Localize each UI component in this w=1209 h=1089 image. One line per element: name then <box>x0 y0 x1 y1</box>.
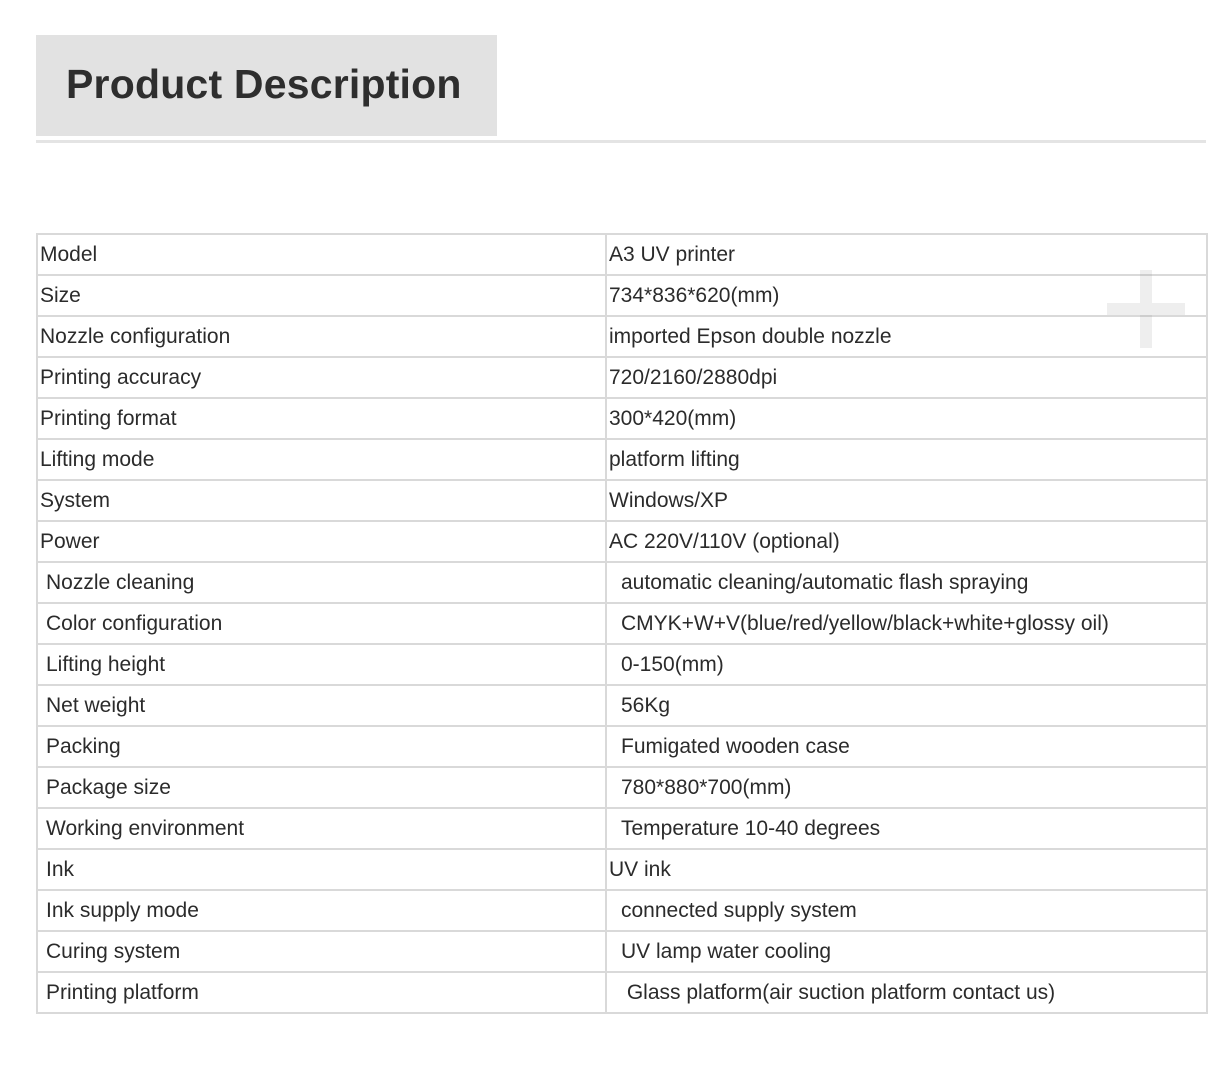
spec-value: Temperature 10-40 degrees <box>606 808 1207 849</box>
table-row <box>37 972 1207 1013</box>
table-row <box>37 398 1207 439</box>
spec-value: automatic cleaning/automatic flash spraying <box>606 562 1207 603</box>
spec-label: Size <box>37 275 606 316</box>
table-row <box>37 767 1207 808</box>
spec-label: Printing accuracy <box>37 357 606 398</box>
table-row <box>37 931 1207 972</box>
spec-value: Glass platform(air suction platform contact us) <box>606 972 1207 1013</box>
section-header <box>36 35 497 136</box>
table-row <box>37 521 1207 562</box>
spec-value: 780*880*700(mm) <box>606 767 1207 808</box>
spec-label: Working environment <box>37 808 606 849</box>
table-row <box>37 849 1207 890</box>
spec-value: imported Epson double nozzle <box>606 316 1207 357</box>
table-row <box>37 562 1207 603</box>
spec-label: Curing system <box>37 931 606 972</box>
spec-value: AC 220V/110V (optional) <box>606 521 1207 562</box>
table-row <box>37 890 1207 931</box>
spec-label: System <box>37 480 606 521</box>
spec-label: Packing <box>37 726 606 767</box>
spec-label: Printing platform <box>37 972 606 1013</box>
spec-value: 720/2160/2880dpi <box>606 357 1207 398</box>
spec-value: platform lifting <box>606 439 1207 480</box>
spec-label: Lifting height <box>37 644 606 685</box>
spec-label: Package size <box>37 767 606 808</box>
page-title: Product Description <box>66 61 462 107</box>
table-row <box>37 480 1207 521</box>
spec-label: Net weight <box>37 685 606 726</box>
table-row <box>37 685 1207 726</box>
spec-value: Fumigated wooden case <box>606 726 1207 767</box>
table-row <box>37 234 1207 275</box>
table-row <box>37 808 1207 849</box>
spec-value: UV lamp water cooling <box>606 931 1207 972</box>
spec-label: Nozzle configuration <box>37 316 606 357</box>
spec-value: A3 UV printer <box>606 234 1207 275</box>
spec-table <box>36 233 1208 1014</box>
spec-label: Model <box>37 234 606 275</box>
spec-value: 300*420(mm) <box>606 398 1207 439</box>
table-row <box>37 603 1207 644</box>
spec-label: Power <box>37 521 606 562</box>
spec-label: Lifting mode <box>37 439 606 480</box>
table-row <box>37 275 1207 316</box>
spec-label: Nozzle cleaning <box>37 562 606 603</box>
spec-value: 56Kg <box>606 685 1207 726</box>
plus-icon <box>1107 270 1185 348</box>
spec-value: CMYK+W+V(blue/red/yellow/black+white+glossy oil) <box>606 603 1207 644</box>
spec-value: UV ink <box>606 849 1207 890</box>
table-row <box>37 726 1207 767</box>
table-row <box>37 644 1207 685</box>
spec-value: 734*836*620(mm) <box>606 275 1207 316</box>
spec-value: 0-150(mm) <box>606 644 1207 685</box>
spec-label: Printing format <box>37 398 606 439</box>
spec-label: Ink supply mode <box>37 890 606 931</box>
spec-value: Windows/XP <box>606 480 1207 521</box>
spec-value: connected supply system <box>606 890 1207 931</box>
spec-label: Color configuration <box>37 603 606 644</box>
table-row <box>37 316 1207 357</box>
table-row <box>37 357 1207 398</box>
spec-label: Ink <box>37 849 606 890</box>
header-divider <box>36 140 1206 143</box>
table-row <box>37 439 1207 480</box>
